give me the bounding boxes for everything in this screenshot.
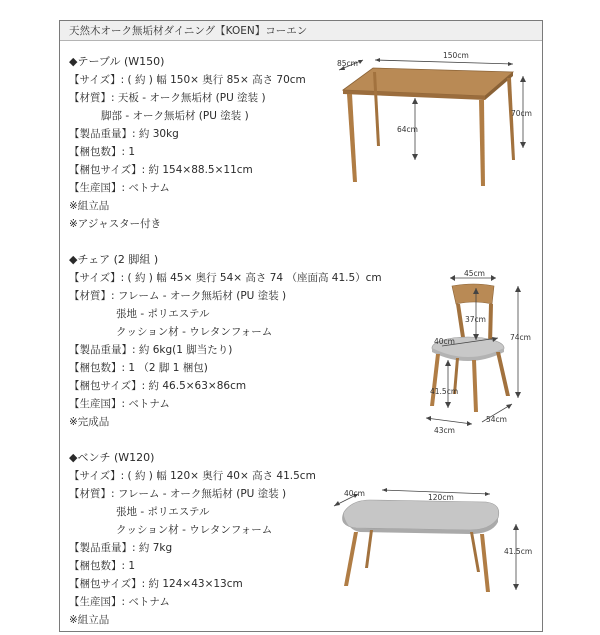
chair-package-size: 【梱包サイズ】: 約 46.5×63×86cm [69,380,247,392]
table-size: 【サイズ】: ( 約 ) 幅 150× 奥行 85× 高さ 70cm [69,74,306,86]
table-package-count: 【梱包数】: 1 [69,146,136,158]
bench-origin: 【生産国】: ベトナム [69,596,170,608]
bench-dim-width: 120cm [428,493,454,502]
chair-illustration [412,268,540,438]
table-dim-leg: 64cm [397,125,418,134]
chair-dim-height: 74cm [510,333,531,342]
bench-material: 【材質】: フレーム - オーク無垢材 (PU 塗装 ) [69,488,287,500]
bench-material-upholstery: 張地 - ポリエステル [116,506,210,518]
chair-note-complete: ※完成品 [69,416,110,428]
table-illustration [335,50,535,200]
bench-package-size: 【梱包サイズ】: 約 124×43×13cm [69,578,243,590]
table-dim-depth: 85cm [337,59,358,68]
bench-weight: 【製品重量】: 約 7kg [69,542,173,554]
table-heading: ◆テーブル (W150) [69,55,165,68]
chair-dim-seat: 40cm [434,337,455,346]
table-package-size: 【梱包サイズ】: 約 154×88.5×11cm [69,164,253,176]
chair-heading: ◆チェア (2 脚組 ) [69,253,159,266]
table-material-legs: 脚部 - オーク無垢材 (PU 塗装 ) [101,110,249,122]
chair-dim-depth: 54cm [486,415,507,424]
chair-dim-seat-height: 41.5cm [430,387,459,396]
table-origin: 【生産国】: ベトナム [69,182,170,194]
chair-size: 【サイズ】: ( 約 ) 幅 45× 奥行 54× 高さ 74 （座面高 41.5）cm [69,272,382,284]
bench-package-count: 【梱包数】: 1 [69,560,136,572]
bench-size: 【サイズ】: ( 約 ) 幅 120× 奥行 40× 高さ 41.5cm [69,470,316,482]
table-material: 【材質】: 天板 - オーク無垢材 (PU 塗装 ) [69,92,266,104]
chair-weight: 【製品重量】: 約 6kg(1 脚当たり) [69,344,233,356]
page-title: 天然木オーク無垢材ダイニング【KOEN】コーエン [60,21,542,41]
chair-origin: 【生産国】: ベトナム [69,398,170,410]
table-note-assembly: ※組立品 [69,200,110,212]
chair-material-cushion: クッション材 - ウレタンフォーム [116,326,273,338]
chair-material-upholstery: 張地 - ポリエステル [116,308,210,320]
chair-dim-bottom: 43cm [434,426,455,435]
bench-illustration [330,482,536,602]
bench-material-cushion: クッション材 - ウレタンフォーム [116,524,273,536]
bench-note-assembly: ※組立品 [69,614,110,626]
table-dim-height: 70cm [511,109,532,118]
chair-material: 【材質】: フレーム - オーク無垢材 (PU 塗装 ) [69,290,287,302]
bench-dim-height: 41.5cm [504,547,533,556]
chair-package-count: 【梱包数】: 1 （2 脚 1 梱包) [69,362,208,374]
table-dim-width: 150cm [443,51,469,60]
table-weight: 【製品重量】: 約 30kg [69,128,179,140]
chair-dim-back: 37cm [465,315,486,324]
bench-dim-depth: 40cm [344,489,365,498]
table-note-adjuster: ※アジャスター付き [69,218,162,230]
chair-dim-width: 45cm [464,269,485,278]
bench-heading: ◆ベンチ (W120) [69,451,155,464]
